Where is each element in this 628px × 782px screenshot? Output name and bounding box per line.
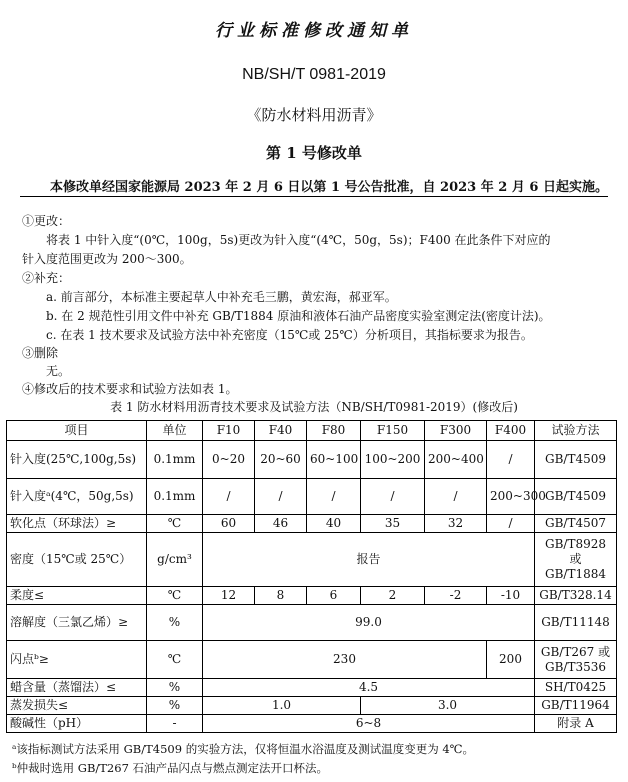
row-unit: ℃ [147, 515, 203, 533]
method-line: GB/T3536 [545, 659, 606, 674]
row-method: SH/T0425 [535, 679, 617, 697]
table-row [7, 641, 617, 679]
row-merged-value: 99.0 [203, 605, 535, 641]
row-item: 密度（15℃或 25℃） [7, 533, 147, 587]
row-method: GB/T11964 [535, 697, 617, 715]
row-merged-value: 1.0 [203, 697, 361, 715]
header-cell: F400 [487, 421, 535, 441]
row-value: 100~200 [361, 441, 425, 479]
row-merged-value: 报告 [203, 533, 535, 587]
row-item: 酸碱性（pH） [7, 715, 147, 733]
change-heading: ①更改： [22, 214, 71, 228]
row-value: 35 [361, 515, 425, 533]
footnote-a: ᵃ该指标测试方法采用 GB/T4509 的实验方法，仅将恒温水浴温度及测试温度变更为 4℃。 [12, 742, 475, 756]
header-cell: 试验方法 [535, 421, 617, 441]
row-merged-value: 6~8 [203, 715, 535, 733]
header-cell: F300 [425, 421, 487, 441]
row-method: GB/T11148 [535, 605, 617, 641]
row-unit: % [147, 697, 203, 715]
approval-statement: 本修改单经国家能源局 2023 年 2 月 6 日以第 1 号公告批准，自 2023 年 2 月 6 日起实施。 [50, 180, 608, 195]
row-value: 32 [425, 515, 487, 533]
row-item: 软化点（环球法）≥ [7, 515, 147, 533]
row-unit: - [147, 715, 203, 733]
row-value: -2 [425, 587, 487, 605]
header-cell: F80 [307, 421, 361, 441]
table-row [7, 479, 617, 515]
supplement-c: c. 在表 1 技术要求及试验方法中补充密度（15℃或 25℃）分析项目，其指标要求为报告。 [46, 328, 533, 342]
row-method: GB/T4507 [535, 515, 617, 533]
method-line: GB/T8928 [545, 537, 606, 551]
change-body-line2: 针入度范围更改为 200～300。 [22, 252, 192, 266]
footnote-b: ᵇ仲裁时选用 GB/T267 石油产品闪点与燃点测定法开口杯法。 [12, 761, 329, 775]
row-value: 0~20 [203, 441, 255, 479]
row-value: 8 [255, 587, 307, 605]
row-value: / [487, 441, 535, 479]
header-cell: F40 [255, 421, 307, 441]
row-unit: 0.1mm [147, 441, 203, 479]
row-method [535, 641, 617, 679]
supplement-a: a. 前言部分，本标准主要起草人中补充毛三鹏，黄宏海，郝亚军。 [46, 290, 397, 304]
table-row [7, 697, 617, 715]
delete-body: 无。 [46, 364, 71, 378]
standard-name: 《防水材料用沥青》 [246, 106, 382, 124]
revised-heading: ④修改后的技术要求和试验方法如表 1。 [22, 382, 238, 396]
row-value: / [361, 479, 425, 515]
table-row [7, 587, 617, 605]
row-item: 针入度ᵃ(4℃，50g,5s) [7, 479, 147, 515]
header-cell: F150 [361, 421, 425, 441]
row-unit: % [147, 605, 203, 641]
header-cell: 单位 [147, 421, 203, 441]
header-cell: F10 [203, 421, 255, 441]
row-value: 60 [203, 515, 255, 533]
row-unit: g/cm³ [147, 533, 203, 587]
row-value: 2 [361, 587, 425, 605]
table-header-row [7, 421, 617, 441]
amendment-number: 第 1 号修改单 [266, 144, 362, 162]
supplement-heading: ②补充： [22, 271, 71, 285]
row-method: GB/T328.14 [535, 587, 617, 605]
row-item: 溶解度（三氯乙烯）≥ [7, 605, 147, 641]
row-value: 40 [307, 515, 361, 533]
table-row [7, 533, 617, 587]
divider [20, 196, 608, 197]
row-value: 46 [255, 515, 307, 533]
method-line: GB/T1884 [545, 567, 606, 581]
row-merged-value: 230 [203, 641, 487, 679]
row-value: 200~300 [487, 479, 535, 515]
row-item: 柔度≤ [7, 587, 147, 605]
table-row [7, 679, 617, 697]
row-method [535, 533, 617, 587]
spec-table [6, 420, 617, 733]
row-value: / [203, 479, 255, 515]
row-value: / [487, 515, 535, 533]
change-body-line1: 将表 1 中针入度“(0℃，100g，5s)更改为针入度“(4℃，50g，5s)；F400 在此条件下对应的 [46, 233, 551, 247]
method-line: GB/T267 或 [540, 644, 611, 659]
row-item: 蒸发损失≤ [7, 697, 147, 715]
row-method: 附录 A [535, 715, 617, 733]
table-caption: 表 1 防水材料用沥青技术要求及试验方法（NB/SH/T0981-2019）(修改后) [110, 400, 518, 414]
table-row [7, 605, 617, 641]
row-value: 12 [203, 587, 255, 605]
row-item: 针入度(25℃,100g,5s) [7, 441, 147, 479]
supplement-b: b. 在 2 规范性引用文件中补充 GB/T1884 原油和液体石油产品密度实验室测定法(密度计法)。 [46, 309, 551, 323]
row-unit: ℃ [147, 587, 203, 605]
standard-number: NB/SH/T 0981-2019 [242, 66, 386, 83]
method-line: 或 [569, 552, 582, 566]
delete-heading: ③删除 [22, 346, 59, 360]
row-merged-value: 3.0 [361, 697, 535, 715]
table-row [7, 441, 617, 479]
row-value: 200~400 [425, 441, 487, 479]
row-unit: % [147, 679, 203, 697]
row-unit: ℃ [147, 641, 203, 679]
row-unit: 0.1mm [147, 479, 203, 515]
table-row [7, 715, 617, 733]
row-value: / [425, 479, 487, 515]
row-value: 6 [307, 587, 361, 605]
row-value: 200 [487, 641, 535, 679]
row-value: / [307, 479, 361, 515]
notice-title: 行业标准修改通知单 [215, 21, 413, 41]
row-method: GB/T4509 [535, 479, 617, 515]
row-method: GB/T4509 [535, 441, 617, 479]
row-value: / [255, 479, 307, 515]
table-row [7, 515, 617, 533]
header-cell: 项目 [7, 421, 147, 441]
row-merged-value: 4.5 [203, 679, 535, 697]
row-item: 蜡含量（蒸馏法）≤ [7, 679, 147, 697]
row-value: -10 [487, 587, 535, 605]
row-item: 闪点ᵇ≥ [7, 641, 147, 679]
row-value: 60~100 [307, 441, 361, 479]
row-value: 20~60 [255, 441, 307, 479]
